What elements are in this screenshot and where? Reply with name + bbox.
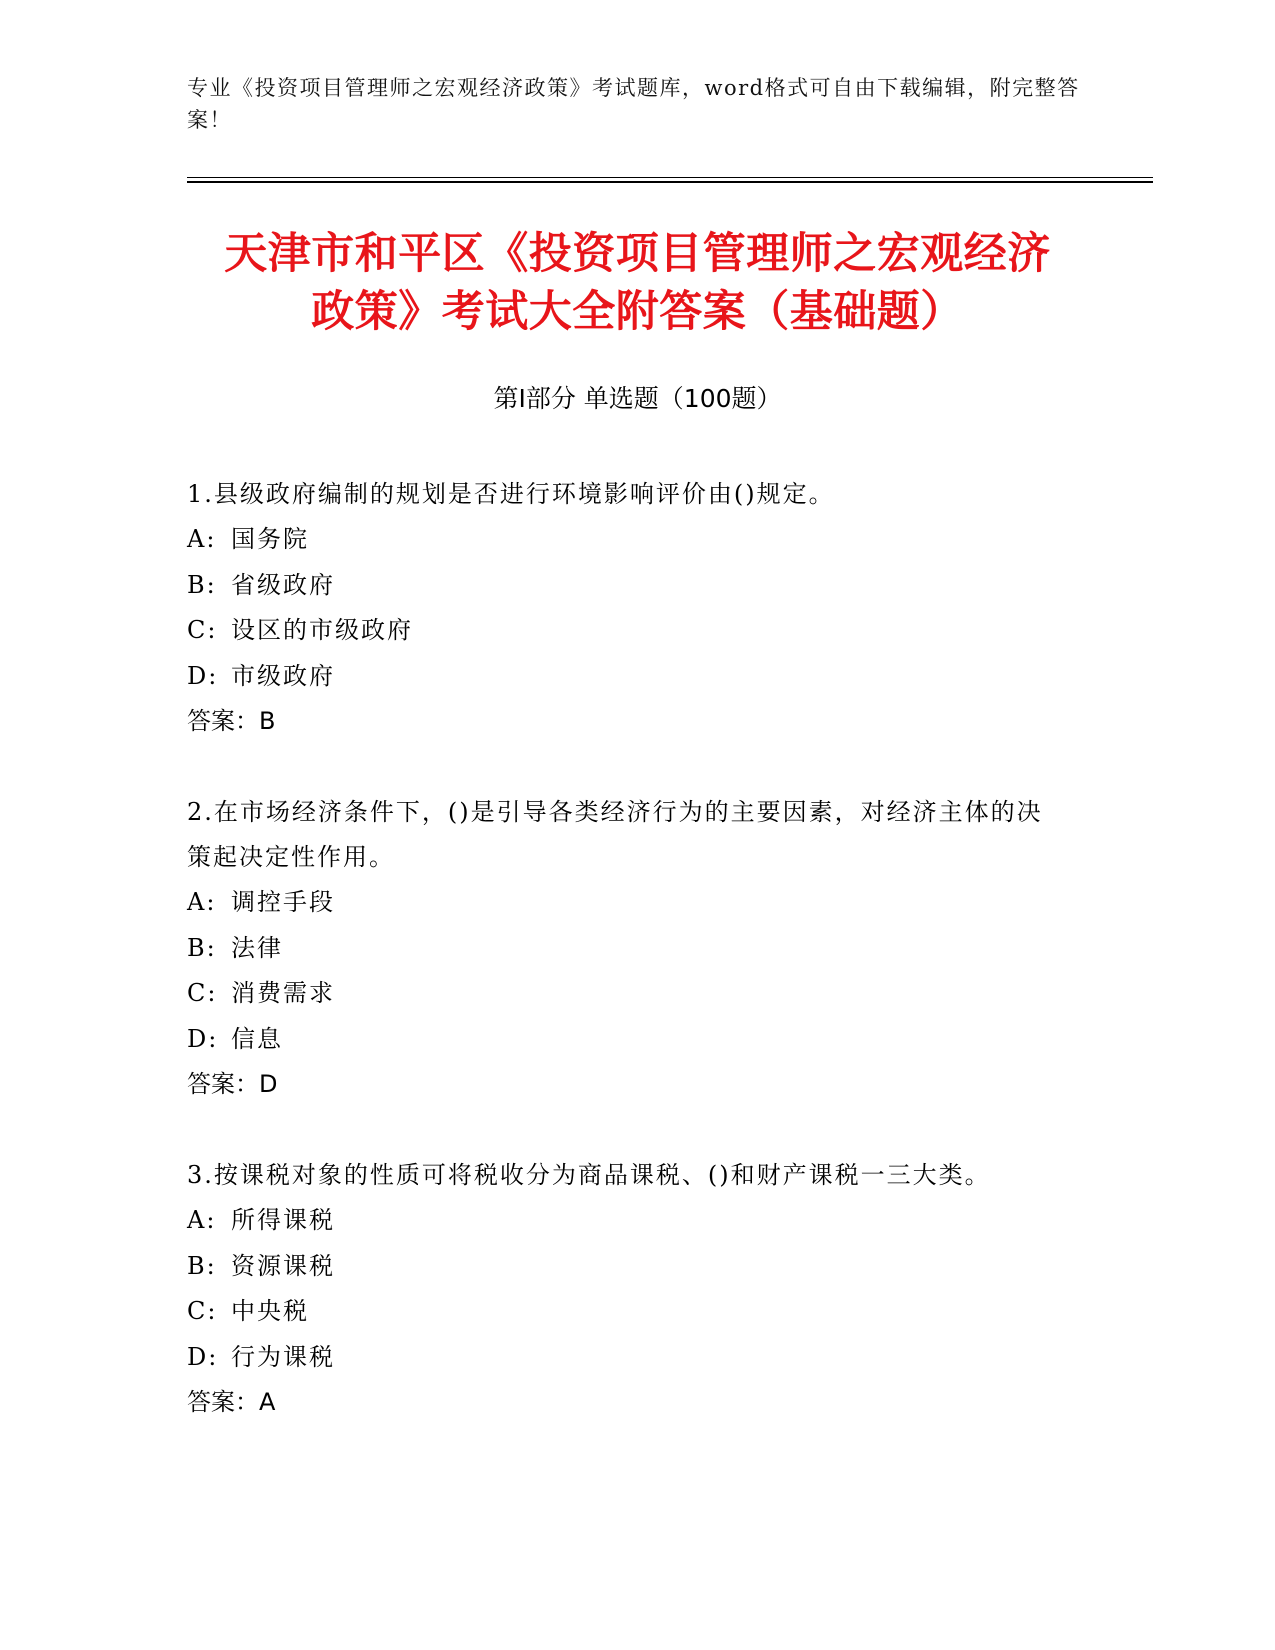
option-a (187, 880, 1067, 926)
option-d (187, 1335, 1067, 1381)
answer-line: 答案：A (187, 1388, 276, 1416)
option-c (187, 971, 1067, 1017)
option-key: C: (187, 1297, 218, 1325)
option-key: D: (187, 661, 219, 690)
answer-line: 答案：D (187, 1070, 278, 1098)
option-key: A: (187, 525, 217, 553)
option-b (187, 563, 1067, 609)
option-text: 调控手段 (231, 888, 335, 916)
document-title-line-1: 天津市和平区《投资项目管理师之宏观经济 (224, 229, 1051, 279)
option-key: C: (187, 979, 218, 1007)
question-2 (187, 790, 1067, 1107)
option-key: C: (187, 616, 218, 644)
option-c (187, 1289, 1067, 1335)
option-key: B: (187, 570, 217, 599)
option-c (187, 608, 1067, 654)
option-key: B: (187, 1251, 217, 1280)
option-text: 所得课税 (231, 1206, 335, 1234)
question-3 (187, 1153, 1067, 1425)
option-key: D: (187, 1342, 219, 1371)
option-text: 行为课税 (231, 1342, 335, 1371)
option-text: 信息 (231, 1024, 283, 1053)
option-text: 消费需求 (231, 979, 335, 1007)
question-stem: 1.县级政府编制的规划是否进行环境影响评价由()规定。 (187, 480, 835, 508)
option-d (187, 1017, 1067, 1063)
question-spacer (187, 744, 1067, 790)
option-d (187, 654, 1067, 700)
option-text: 省级政府 (231, 570, 335, 599)
question-1 (187, 472, 1067, 744)
option-text: 法律 (231, 933, 283, 962)
question-stem: 3.按课税对象的性质可将税收分为商品课税、()和财产课税一三大类。 (187, 1161, 991, 1189)
option-text: 设区的市级政府 (231, 616, 413, 644)
option-text: 中央税 (231, 1297, 309, 1325)
option-key: A: (187, 888, 217, 916)
document-title-line-2: 政策》考试大全附答案（基础题） (311, 287, 964, 337)
option-key: A: (187, 1206, 217, 1234)
option-key: B: (187, 933, 217, 962)
question-spacer (187, 1107, 1067, 1153)
option-text: 资源课税 (231, 1251, 335, 1280)
option-text: 市级政府 (231, 661, 335, 690)
header-note: 专业《投资项目管理师之宏观经济政策》考试题库，word格式可自由下载编辑，附完整答案！ (187, 76, 1080, 132)
option-a (187, 517, 1067, 563)
question-list (187, 472, 1067, 1425)
option-key: D: (187, 1024, 219, 1053)
document-title (150, 225, 1125, 341)
option-a (187, 1198, 1067, 1244)
option-b (187, 1244, 1067, 1290)
section-heading: 第I部分 单选题（100题） (493, 384, 782, 413)
option-b (187, 926, 1067, 972)
header-divider (187, 177, 1153, 183)
answer-line: 答案：B (187, 707, 276, 735)
option-text: 国务院 (231, 525, 309, 553)
question-stem: 2.在市场经济条件下，()是引导各类经济行为的主要因素，对经济主体的决策起决定性作用。 (187, 798, 1043, 871)
